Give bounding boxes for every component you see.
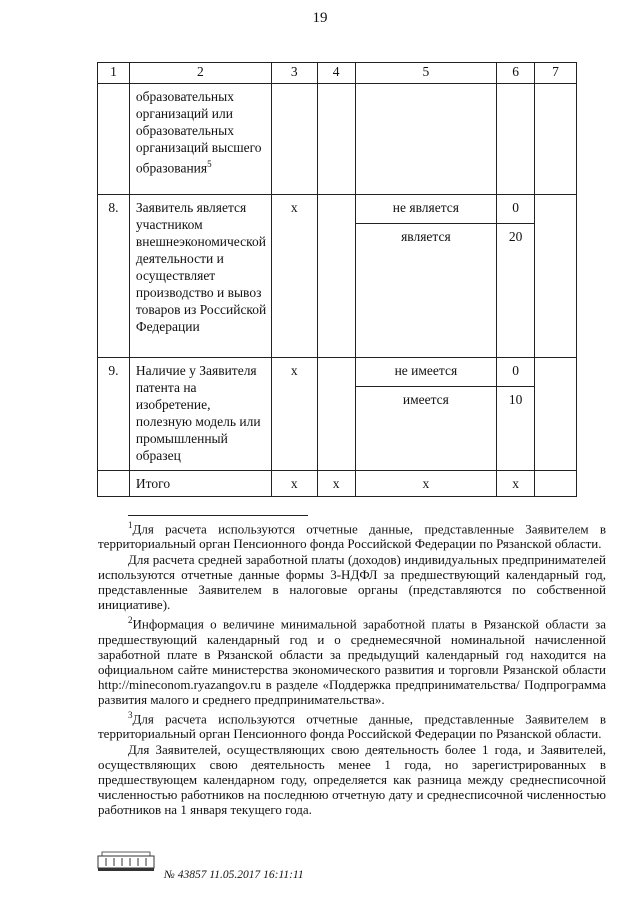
footnote-3-cont: Для Заявителей, осуществляющих свою деятельность более 1 года, и Заявителей, осуществляющих свою деятельность менее 1 года, но зарегистрированных в предшествующем календарном году, определяется как разница между среднесписочной численностью работников на последнюю отчетную дату и среднесписочной численностью работников на 1 января текущего года. [98,741,606,817]
criterion-name: образовательных организаций или образовательных организаций высшего образования [135,89,262,176]
page-number: 19 [312,10,328,26]
score-cell: 20 [508,229,523,244]
footnote-divider [128,515,308,516]
footnote-3: $^3$Для расчета используются отчетные данные, представленные Заявителем в территориальный орган Пенсионного фонда Российской Федерации по Рязанской области. [98,709,606,741]
table-row-total [98,471,577,497]
table-header-row [98,63,577,84]
footnote-1: $^1$Для расчета используются отчетные данные, представленные Заявителем в территориальный орган Пенсионного фонда Российской Федерации по Рязанской области. [98,520,606,552]
footnote-mark: 3 [128,709,133,720]
row-number: 9. [98,358,130,471]
criteria-table [97,62,577,497]
footnote-ref: 5 [207,159,212,169]
cell-x: x [271,195,317,358]
footnote-mark: 2 [128,615,133,626]
cell-x: x [271,471,317,497]
cell-x: x [497,471,535,497]
footnote-1-cont: Для расчета средней заработной платы (доходов) индивидуальных предпринимателей используются отчетные данные формы 3-НДФЛ за предшествующий календарный год, представленные Заявителем в налоговые органы (представляются по собственной инициативе). [98,552,606,613]
table-row-continuation [98,84,577,195]
option-cell: не имеется [356,358,497,387]
criterion-name: Заявитель является участником внешнеэкономической деятельности и осуществляет производство и вывоз товаров из Российской Федерации [129,195,271,358]
header-cell: 5 [355,63,497,84]
header-cell: 7 [535,63,577,84]
header-cell: 3 [271,63,317,84]
footnotes [98,518,606,818]
document-registration-id: № 43857 11.05.2017 16:11:11 [164,869,304,881]
row-number: 8. [98,195,130,358]
cell-x: x [271,358,317,471]
score-cell: 0 [497,358,534,387]
score-cell: 10 [508,392,523,407]
score-cell: 0 [497,195,534,224]
option-cell: не является [356,195,497,224]
option-cell: является [401,229,451,244]
header-cell: 2 [129,63,271,84]
option-cell: имеется [402,392,449,407]
footnote-mark: 1 [128,520,133,530]
table-row-9 [98,358,577,471]
cell-x: x [317,471,355,497]
header-cell: 1 [98,63,130,84]
footnote-2: $^2$Информация о величине минимальной заработной платы в Рязанской области за предшествующий календарный год и о среднемесячной номинальной начисленной заработной плате в Рязанской области за предыдущий календарный год находится на официальном сайте министерства экономического развития и торговли Рязанской области http://mineconom.ryazangov.ru в разделе «Поддержка предпринимательства/ Подпрограмма развития малого и среднего предпринимательства». [98,615,606,707]
total-label: Итого [129,471,271,497]
header-cell: 4 [317,63,355,84]
header-cell: 6 [497,63,535,84]
table-row-8 [98,195,577,358]
emblem-stamp-icon [96,848,156,872]
criterion-name: Наличие у Заявителя патента на изобретение, полезную модель или промышленный образец [129,358,271,471]
cell-x: x [355,471,497,497]
